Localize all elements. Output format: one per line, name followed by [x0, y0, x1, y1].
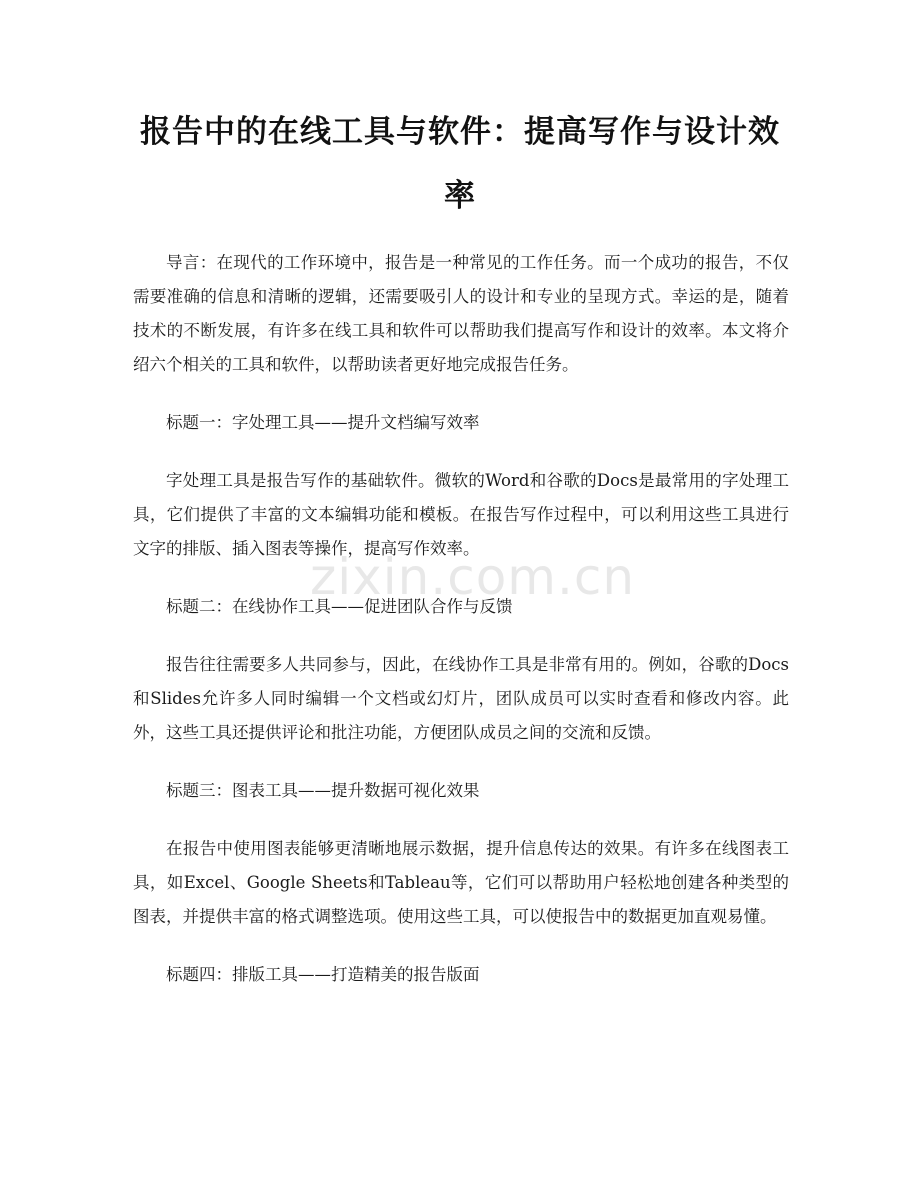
section-paragraph-2: 报告往往需要多人共同参与，因此，在线协作工具是非常有用的。例如，谷歌的Docs和Slides允许多人同时编辑一个文档或幻灯片，团队成员可以实时查看和修改内容。此外，这些工具还提供评论和批注功能，方便团队成员之间的交流和反馈。: [133, 655, 789, 742]
section-paragraph-1: 字处理工具是报告写作的基础软件。微软的Word和谷歌的Docs是最常用的字处理工具，它们提供了丰富的文本编辑功能和模板。在报告写作过程中，可以利用这些工具进行文字的排版、插入图表等操作，提高写作效率。: [133, 471, 789, 558]
watermark: zixin.com.cn: [310, 548, 636, 606]
document-body: [133, 246, 789, 1016]
section-heading-2: 标题二：在线协作工具——促进团队合作与反馈: [166, 597, 513, 616]
section-heading-3: 标题三：图表工具——提升数据可视化效果: [166, 781, 480, 800]
section-heading-1: 标题一：字处理工具——提升文档编写效率: [166, 413, 480, 432]
document-title: 报告中的在线工具与软件：提高写作与设计效率: [140, 114, 780, 214]
section-heading-4: 标题四：排版工具——打造精美的报告版面: [166, 965, 480, 984]
section-paragraph-3: 在报告中使用图表能够更清晰地展示数据，提升信息传达的效果。有许多在线图表工具，如Excel、Google Sheets和Tableau等，它们可以帮助用户轻松地创建各种类型的图表，并提供丰富的格式调整选项。使用这些工具，可以使报告中的数据更加直观易懂。: [133, 839, 789, 926]
intro-paragraph: 导言：在现代的工作环境中，报告是一种常见的工作任务。而一个成功的报告，不仅需要准确的信息和清晰的逻辑，还需要吸引人的设计和专业的呈现方式。幸运的是，随着技术的不断发展，有许多在线工具和软件可以帮助我们提高写作和设计的效率。本文将介绍六个相关的工具和软件，以帮助读者更好地完成报告任务。: [133, 253, 789, 374]
